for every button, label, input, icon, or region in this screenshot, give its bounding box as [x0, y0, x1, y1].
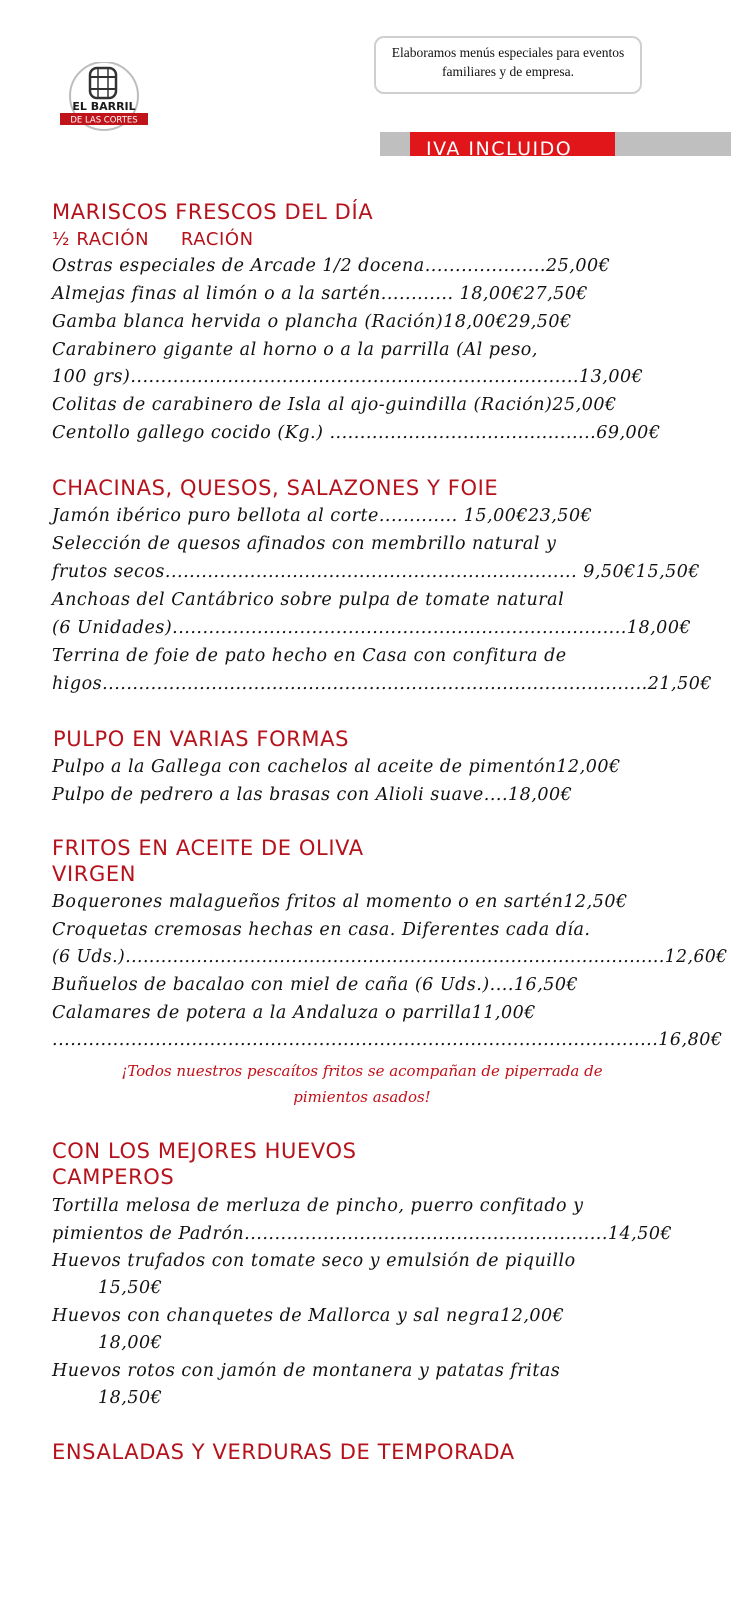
- menu-item: (6 Unidades)...........................................................................18,00€: [52, 618, 692, 638]
- menu-item: higos..........................................................................................21,50€: [52, 674, 712, 694]
- menu-item: Selección de quesos afinados con membrillo natural y: [52, 534, 557, 554]
- menu-item: Jamón ibérico puro bellota al corte............. 15,00€23,50€: [52, 506, 593, 526]
- portion-columns: ½ RACIÓN RACIÓN: [52, 229, 254, 250]
- menu-item: Huevos rotos con jamón de montanera y patatas fritas: [52, 1361, 561, 1381]
- menu-item-price: 18,50€: [98, 1388, 163, 1408]
- section-title-pulpo: PULPO EN VARIAS FORMAS: [53, 727, 350, 751]
- menu-item: Pulpo de pedrero a las brasas con Alioli suave....18,00€: [52, 785, 573, 805]
- menu-item: Terrina de foie de pato hecho en Casa con confitura de: [52, 646, 567, 666]
- menu-item: Buñuelos de bacalao con miel de caña (6 Uds.)....16,50€: [52, 975, 579, 995]
- section-title-huevos-line2: CAMPEROS: [52, 1165, 175, 1189]
- logo-subtitle: DE LAS CORTES: [70, 115, 138, 126]
- menu-item: Centollo gallego cocido (Kg.) ............................................69,00€: [52, 423, 661, 443]
- menu-item: Ostras especiales de Arcade 1/2 docena....................25,00€: [52, 256, 611, 276]
- fritos-note: [52, 1058, 672, 1110]
- section-title-fritos: FRITOS EN ACEITE DE OLIVA: [52, 836, 364, 860]
- menu-item: pimientos de Padrón............................................................14,50€: [52, 1224, 673, 1244]
- menu-item: Tortilla melosa de merluza de pincho, puerro confitado y: [52, 1196, 584, 1216]
- section-title-mariscos: MARISCOS FRESCOS DEL DÍA: [52, 200, 374, 224]
- section-title-huevos: CON LOS MEJORES HUEVOS: [52, 1139, 357, 1163]
- iva-banner: [410, 132, 615, 156]
- barrel-icon: [90, 68, 116, 98]
- menu-item: Gamba blanca hervida o plancha (Ración)18,00€29,50€: [52, 312, 572, 332]
- fritos-note-line2: pimientos asados!: [293, 1088, 431, 1106]
- events-notice: [374, 36, 642, 94]
- iva-label: IVA INCLUIDO: [426, 138, 573, 156]
- menu-item: Huevos trufados con tomate seco y emulsión de piquillo: [52, 1251, 576, 1271]
- menu-item: frutos secos.................................................................... 9,50€15,50€: [52, 562, 701, 582]
- menu-item-price: 15,50€: [98, 1278, 163, 1298]
- menu-item: Carabinero gigante al horno o a la parrilla (Al peso,: [52, 340, 538, 360]
- fritos-note-line1: ¡Todos nuestros pescaítos fritos se acompañan de piperrada de: [121, 1062, 603, 1080]
- section-title-fritos-line2: VIRGEN: [52, 862, 137, 886]
- menu-item: Boquerones malagueños fritos al momento o en sartén12,50€: [52, 892, 628, 912]
- menu-item-price: 18,00€: [98, 1333, 163, 1353]
- menu-item: Almejas finas al limón o a la sartén............ 18,00€27,50€: [52, 284, 589, 304]
- restaurant-logo: [58, 62, 150, 136]
- menu-item: Colitas de carabinero de Isla al ajo-guindilla (Ración)25,00€: [52, 395, 617, 415]
- menu-item: (6 Uds.)...........................................................................................12,60€: [52, 947, 728, 967]
- menu-item: Huevos con chanquetes de Mallorca y sal negra12,00€: [52, 1306, 565, 1326]
- events-notice-text: Elaboramos menús especiales para eventos familiares y de empresa.: [391, 45, 625, 79]
- menu-item: 100 grs)..........................................................................13,00€: [52, 367, 644, 387]
- menu-item: Pulpo a la Gallega con cachelos al aceite de pimentón12,00€: [52, 757, 621, 777]
- menu-item: Calamares de potera a la Andaluza o parrilla11,00€: [52, 1003, 536, 1023]
- section-title-ensaladas: ENSALADAS Y VERDURAS DE TEMPORADA: [52, 1440, 515, 1464]
- menu-item: Croquetas cremosas hechas en casa. Diferentes cada día.: [52, 920, 591, 940]
- section-title-chacinas: CHACINAS, QUESOS, SALAZONES Y FOIE: [52, 476, 499, 500]
- menu-item: Anchoas del Cantábrico sobre pulpa de tomate natural: [52, 590, 565, 610]
- menu-item: ....................................................................................................16,80€: [52, 1030, 723, 1050]
- logo-name: EL BARRIL: [72, 100, 136, 113]
